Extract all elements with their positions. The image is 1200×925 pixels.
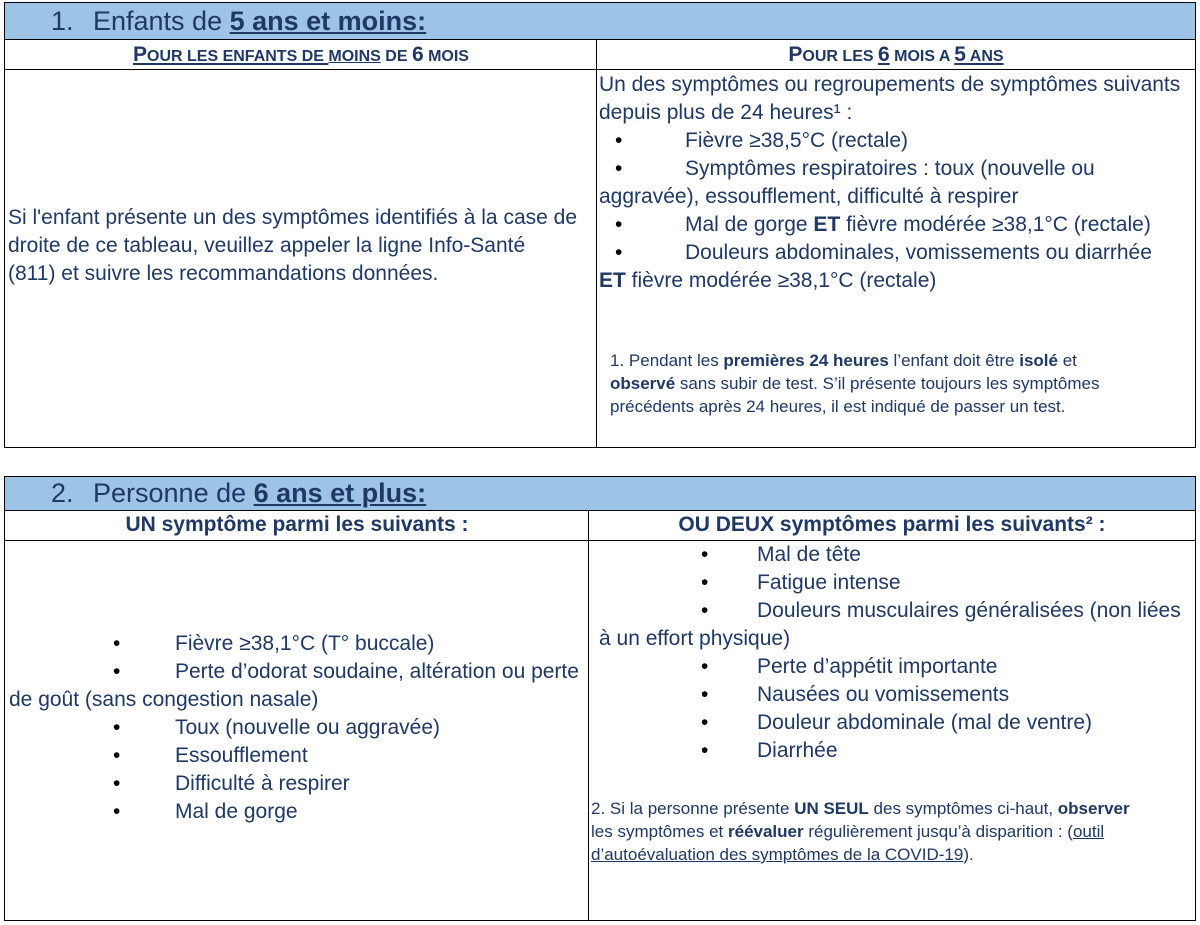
list-item: • Perte d’odorat soudaine, altération ou perte de goût (sans congestion nasale) <box>9 660 579 711</box>
list-item: • Mal de tête <box>695 541 1190 569</box>
section-2-right-header: OU DEUX symptômes parmi les suivants² : <box>589 511 1195 541</box>
list-item: • Symptômes respiratoires : toux (nouvelle ou aggravée), essoufflement, difficulté à respirer <box>599 157 1095 208</box>
list-item: • Mal de gorge <box>113 798 583 826</box>
section-1-left-header: POUR LES ENFANTS DE MOINS DE 6 MOIS <box>5 40 597 70</box>
section-2-left-header: UN symptôme parmi les suivants : <box>5 511 589 541</box>
list-item: • Perte d’appétit importante <box>695 653 1190 681</box>
bullet-icon: • <box>701 599 709 622</box>
bullet-icon: • <box>701 683 709 706</box>
list-item: • Difficulté à respirer <box>113 770 583 798</box>
section-1-right-header: POUR LES 6 MOIS A 5 ANS <box>597 40 1195 70</box>
section-1-intro: Un des symptômes ou regroupements de symptômes suivants depuis plus de 24 heures¹ : <box>599 73 1181 124</box>
list-item: • Diarrhée <box>695 737 1190 765</box>
self-assessment-link[interactable]: outil d’autoévaluation des symptômes de la COVID-19 <box>591 822 1105 864</box>
list-item: • Essoufflement <box>113 742 583 770</box>
bullet-icon: • <box>701 571 709 594</box>
section-2-left-list <box>9 630 583 826</box>
bullet-icon: • <box>113 772 121 795</box>
section-1-right-cell <box>599 71 1189 295</box>
list-item: • Fièvre ≥38,1°C (T° buccale) <box>113 630 583 658</box>
bullet-icon: • <box>701 711 709 734</box>
section-1-symptom-list <box>599 127 1189 295</box>
list-item: • Douleurs musculaires généralisées (non liées à un effort physique) <box>599 599 1181 650</box>
bullet-icon: • <box>701 739 709 762</box>
list-item: • Toux (nouvelle ou aggravée) <box>113 714 583 742</box>
section-1-table <box>4 2 1196 448</box>
bullet-icon: • <box>113 660 121 683</box>
section-2-right-list <box>599 541 1190 765</box>
section-2-title-bold: 6 ans et plus: <box>253 478 427 508</box>
section-2-table <box>4 476 1196 921</box>
list-item: • Fatigue intense <box>695 569 1190 597</box>
section-2-divider <box>588 511 589 920</box>
bullet-icon: • <box>615 241 623 264</box>
section-2-title-prefix: Personne de <box>93 478 254 508</box>
section-1-title-prefix: Enfants de <box>93 6 230 36</box>
list-item: • Mal de gorge ET fièvre modérée ≥38,1°C (rectale) <box>599 211 1189 239</box>
list-item: • Fièvre ≥38,5°C (rectale) <box>599 127 1189 155</box>
section-1-title-bold: 5 ans et moins: <box>229 6 427 36</box>
bullet-icon: • <box>113 800 121 823</box>
bullet-icon: • <box>701 655 709 678</box>
section-1-divider <box>596 40 597 447</box>
section-2-number: 2. <box>51 478 74 508</box>
bullet-icon: • <box>113 632 121 655</box>
list-item: • Douleurs abdominales, vomissements ou diarrhée ET fièvre modérée ≥38,1°C (rectale) <box>599 241 1152 292</box>
bullet-icon: • <box>113 716 121 739</box>
section-1-number: 1. <box>51 6 74 36</box>
section-1-left-text: Si l'enfant présente un des symptômes identifiés à la case de droite de ce tableau, veuillez appeler la ligne Info-Santé (811) et suivre les recommandations données. <box>8 206 577 285</box>
section-1-title <box>5 3 1195 40</box>
bullet-icon: • <box>615 157 623 180</box>
list-item: • Nausées ou vomissements <box>695 681 1190 709</box>
bullet-icon: • <box>615 129 623 152</box>
section-2-title <box>5 477 1195 511</box>
bullet-icon: • <box>113 744 121 767</box>
bullet-icon: • <box>615 213 623 236</box>
section-2-footnote: 2. Si la personne présente UN SEUL des symptômes ci-haut, observer les symptômes et réévaluer régulièrement jusqu’à disparition : (outil d’autoévaluation des symptômes de la COVID-19). <box>591 799 1130 864</box>
bullet-icon: • <box>701 543 709 566</box>
list-item: • Douleur abdominale (mal de ventre) <box>695 709 1190 737</box>
section-1-footnote: 1. Pendant les premières 24 heures l’enfant doit être isolé et observé sans subir de test. S’il présente toujours les symptômes précédents après 24 heures, il est indiqué de passer un test. <box>610 351 1100 416</box>
